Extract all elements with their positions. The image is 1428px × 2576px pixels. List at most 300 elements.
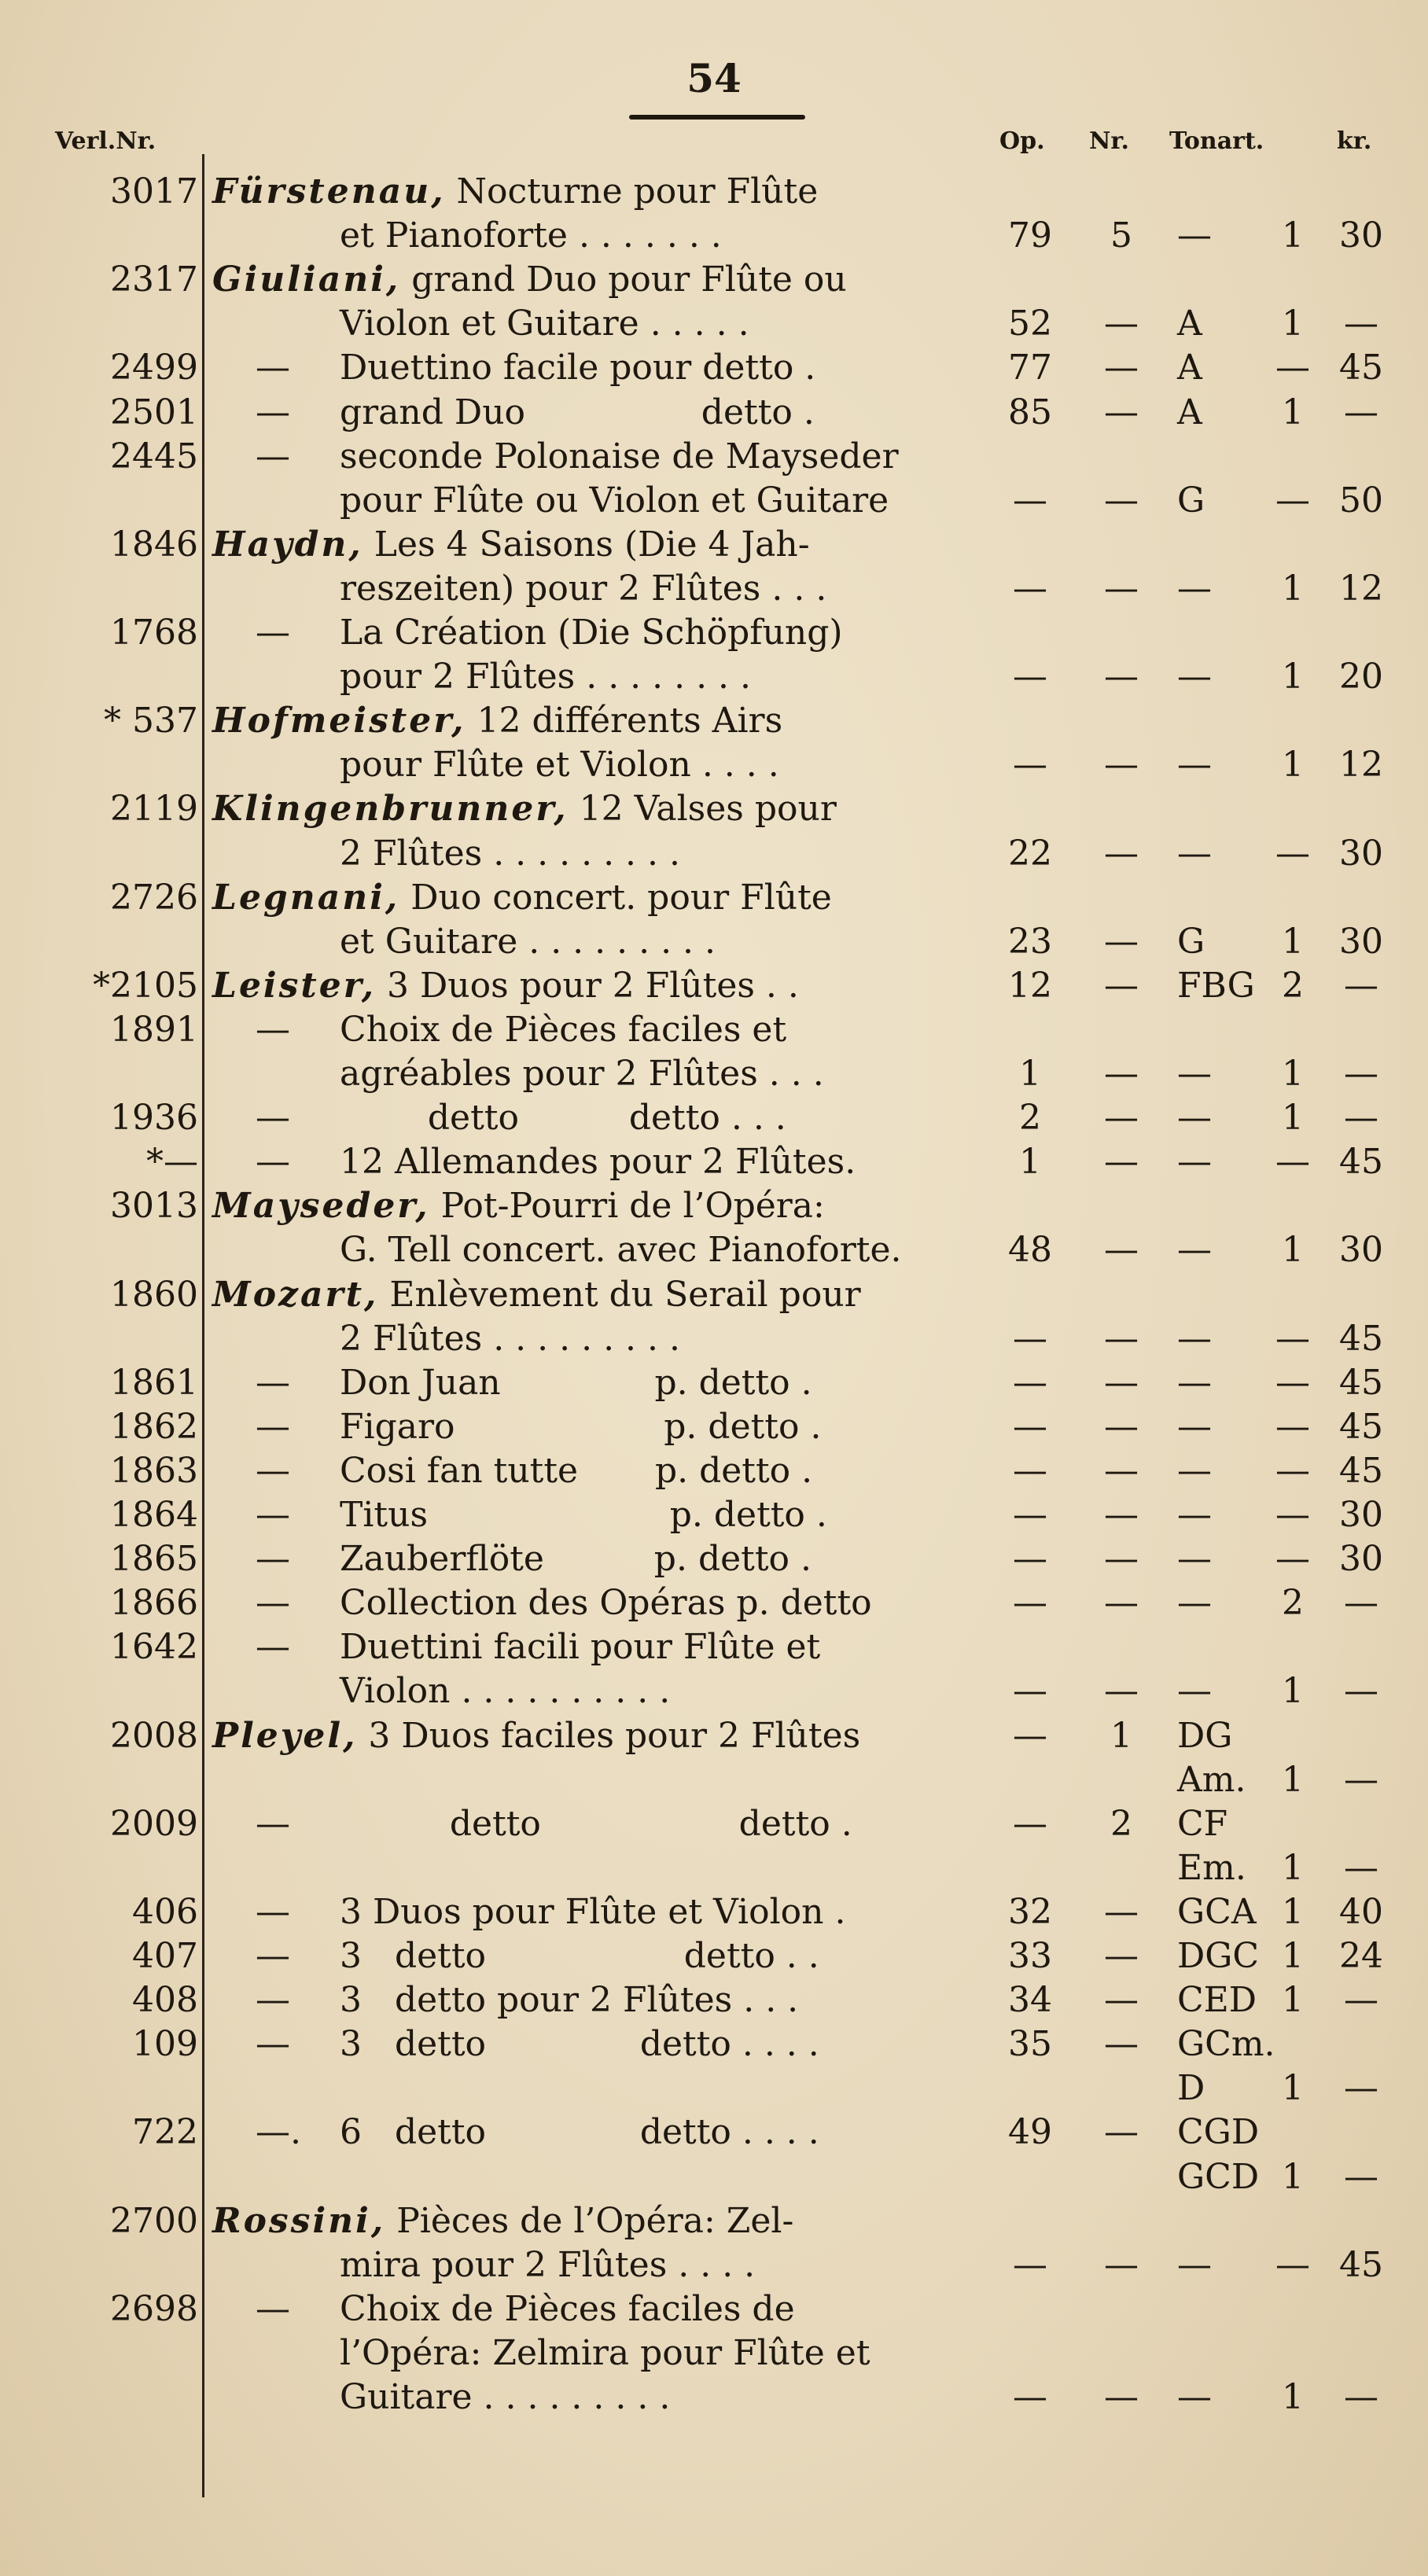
verlag-number: *— [146, 1142, 198, 1183]
verlag-number: 1860 [110, 1274, 198, 1315]
title-text: Pièces de l’Opéra: Zel- [396, 2200, 794, 2241]
entry-text [340, 1407, 821, 1447]
entry-text [340, 1230, 902, 1270]
price-kreuzer: 45 [1339, 2244, 1383, 2285]
title-text: Pot-Pourri de l’Opéra: [440, 1186, 825, 1227]
composer-name: Leister, [212, 965, 377, 1006]
title-text: detto detto . . . [340, 1098, 786, 1139]
tonart-value: — [1177, 745, 1212, 786]
verlag-number: * 537 [104, 701, 198, 742]
catalog-line [0, 1010, 1428, 1054]
catalog-line [0, 569, 1428, 613]
catalog-line [0, 2245, 1428, 2290]
tonart-value: — [1177, 2377, 1212, 2417]
title-text: 6 detto detto . . . . [340, 2112, 819, 2153]
title-text: 3 Duos faciles pour 2 Flûtes [368, 1715, 861, 1756]
title-text: Duettino facile pour detto . [340, 348, 816, 388]
tonart-value: — [1177, 833, 1212, 874]
catalog-line [0, 259, 1428, 304]
price-kreuzer: — [1344, 1847, 1378, 1888]
price-florin: 1 [1282, 1230, 1304, 1271]
entry-text [340, 1098, 786, 1138]
price-florin: 1 [1282, 745, 1304, 786]
entry-text [340, 1980, 798, 2020]
tonart-value: DGC [1177, 1936, 1260, 1976]
price-florin: 1 [1282, 1980, 1304, 2021]
nr-value: — [1104, 2024, 1139, 2065]
ditto-dash: — [256, 436, 290, 477]
price-kreuzer: — [1344, 2156, 1378, 2197]
title-text: grand Duo pour Flûte ou [411, 259, 847, 300]
entry-text [340, 2245, 755, 2285]
tonart-value: — [1177, 1098, 1212, 1139]
price-kreuzer: — [1344, 965, 1378, 1006]
opus-number: 2 [1019, 1098, 1041, 1139]
title-text: Enlèvement du Serail pour [389, 1274, 861, 1315]
title-text: pour 2 Flûtes . . . . . . . . [340, 657, 752, 697]
catalog-line [0, 1539, 1428, 1584]
tonart-value: — [1177, 1142, 1212, 1183]
title-text: G. Tell concert. avec Pianoforte. [340, 1230, 902, 1271]
entry-text [340, 348, 815, 388]
price-florin: — [1275, 1539, 1310, 1580]
catalog-line [0, 1671, 1428, 1716]
opus-number: — [1013, 1318, 1047, 1359]
title-text: 3 Duos pour Flûte et Violon . [340, 1891, 846, 1932]
nr-value: — [1104, 348, 1139, 388]
catalog-line [0, 922, 1428, 966]
title-text: Figaro p. detto . [340, 1406, 822, 1447]
title-text: agréables pour 2 Flûtes . . . [340, 1054, 824, 1094]
price-kreuzer: — [1344, 2068, 1378, 2109]
ditto-dash: — [256, 613, 290, 653]
price-florin: 1 [1282, 2377, 1304, 2417]
opus-number: 23 [1008, 921, 1052, 962]
tonart-value: FBG [1177, 965, 1255, 1006]
ditto-dash: — [256, 1406, 290, 1447]
title-text: Nocturne pour Flûte [456, 171, 819, 212]
entry-text [340, 2289, 795, 2329]
catalog-line [0, 1892, 1428, 1937]
catalog-line [0, 1716, 1428, 1761]
catalog-line [0, 1098, 1428, 1143]
opus-number: — [1013, 1450, 1047, 1491]
catalog-line [0, 613, 1428, 657]
title-text: Duo concert. pour Flûte [410, 877, 832, 918]
opus-number: 48 [1008, 1230, 1052, 1271]
catalog-line [0, 1054, 1428, 1098]
tonart-value: — [1177, 1318, 1212, 1359]
verlag-number: 1861 [110, 1362, 198, 1403]
ditto-dash: — [256, 1583, 290, 1624]
catalog-line [0, 1407, 1428, 1452]
verlag-number: 3013 [110, 1186, 198, 1227]
tonart-value: GCm. [1177, 2024, 1275, 2065]
entry-text [340, 2024, 819, 2064]
ditto-dash: — [256, 1803, 290, 1844]
ditto-dash: — [256, 1539, 290, 1580]
price-florin: — [1275, 1318, 1310, 1359]
entry-text [340, 1539, 812, 1579]
tonart-value: G [1177, 921, 1205, 962]
composer-name: Mozart, [212, 1274, 379, 1315]
price-kreuzer: — [1344, 1671, 1378, 1712]
composer-name: Mayseder, [212, 1186, 430, 1227]
price-kreuzer: — [1344, 1054, 1378, 1094]
catalog-line [0, 436, 1428, 481]
price-florin: 1 [1282, 304, 1304, 344]
nr-value: — [1104, 1318, 1139, 1359]
price-florin: 1 [1282, 1891, 1304, 1932]
ditto-dash: — [256, 2288, 290, 2329]
title-text: grand Duo detto . [340, 392, 815, 432]
catalog-line [0, 2068, 1428, 2113]
opus-number: — [1013, 657, 1047, 697]
tonart-value: Em. [1177, 1847, 1246, 1888]
verlag-number: 2698 [110, 2288, 198, 2329]
verlag-number: 2119 [110, 789, 198, 830]
nr-value: — [1104, 304, 1139, 344]
catalog-line [0, 1275, 1428, 1319]
opus-number: — [1013, 480, 1047, 521]
price-kreuzer: 45 [1339, 1450, 1383, 1491]
verlag-number: 2445 [110, 436, 198, 477]
price-florin: 1 [1282, 1671, 1304, 1712]
entry-text [340, 1495, 827, 1535]
entry-text [212, 2201, 793, 2241]
ditto-dash: — [256, 348, 290, 388]
tonart-value: — [1177, 1230, 1212, 1271]
verlag-number: 1891 [110, 1009, 198, 1050]
tonart-value: — [1177, 1671, 1212, 1712]
tonart-value: — [1177, 1583, 1212, 1624]
verlag-number: 1863 [110, 1450, 198, 1491]
price-kreuzer: — [1344, 1583, 1378, 1624]
nr-value: — [1104, 1980, 1139, 2021]
opus-number: 32 [1008, 1891, 1052, 1932]
entry-text [340, 1451, 812, 1491]
price-kreuzer: 30 [1339, 1230, 1383, 1271]
ditto-dash: — [256, 1891, 290, 1932]
price-florin: — [1275, 1450, 1310, 1491]
title-text: 3 detto pour 2 Flûtes . . . [340, 1980, 799, 2021]
opus-number: 33 [1008, 1936, 1052, 1976]
composer-name: Rossini, [212, 2200, 386, 2241]
entry-text [212, 1716, 860, 1756]
price-florin: 1 [1282, 2068, 1304, 2109]
entry-text [340, 1319, 680, 1359]
opus-number: — [1013, 1671, 1047, 1712]
price-florin: 1 [1282, 1759, 1304, 1800]
entry-text [340, 1671, 670, 1711]
opus-number: 12 [1008, 965, 1052, 1006]
title-text: reszeiten) pour 2 Flûtes . . . [340, 568, 827, 609]
catalog-line [0, 1848, 1428, 1893]
composer-name: Klingenbrunner, [212, 789, 569, 830]
entry-text [340, 834, 680, 874]
catalog-line [0, 2377, 1428, 2422]
tonart-value: CED [1177, 1980, 1257, 2021]
tonart-value: — [1177, 1539, 1212, 1580]
entry-text [340, 1892, 845, 1932]
catalog-line [0, 2024, 1428, 2069]
opus-number: — [1013, 2377, 1047, 2417]
title-text: 2 Flûtes . . . . . . . . . [340, 833, 680, 874]
title-text: detto detto . [340, 1803, 852, 1844]
verlag-number: 722 [132, 2112, 198, 2153]
verlag-number: 109 [132, 2024, 198, 2065]
opus-number: 35 [1008, 2024, 1052, 2065]
catalog-line [0, 1495, 1428, 1540]
title-text: 3 detto detto . . [340, 1936, 819, 1976]
ditto-dash: — [256, 1980, 290, 2021]
nr-value: 1 [1110, 1715, 1132, 1756]
title-text: Cosi fan tutte p. detto . [340, 1450, 813, 1491]
catalog-line [0, 834, 1428, 878]
price-kreuzer: — [1344, 392, 1378, 432]
nr-value: — [1104, 1098, 1139, 1139]
catalog-line [0, 1980, 1428, 2025]
entry-text [340, 2333, 870, 2373]
entry-text [212, 878, 832, 918]
opus-number: — [1013, 1583, 1047, 1624]
opus-number: 85 [1008, 392, 1052, 432]
catalog-line [0, 304, 1428, 348]
nr-value: — [1104, 965, 1139, 1006]
nr-value: — [1104, 1495, 1139, 1535]
nr-value: — [1104, 1671, 1139, 1712]
opus-number: — [1013, 1406, 1047, 1447]
entry-text [340, 2377, 670, 2417]
title-text: La Création (Die Schöpfung) [340, 613, 843, 653]
entry-text [340, 613, 843, 653]
header-op: Op. [999, 127, 1045, 155]
price-kreuzer: 45 [1339, 1362, 1383, 1403]
opus-number: 49 [1008, 2112, 1052, 2153]
nr-value: — [1104, 2377, 1139, 2417]
price-kreuzer: 45 [1339, 1318, 1383, 1359]
header-tonart: Tonart. [1169, 127, 1264, 155]
verlag-number: 2726 [110, 877, 198, 918]
nr-value: — [1104, 1539, 1139, 1580]
price-kreuzer: 45 [1339, 348, 1383, 388]
header-nr: Nr. [1089, 127, 1129, 155]
title-text: pour Flûte ou Violon et Guitare [340, 480, 889, 521]
nr-value: — [1104, 833, 1139, 874]
tonart-value: A [1177, 392, 1202, 432]
catalog-line [0, 1804, 1428, 1849]
nr-value: — [1104, 392, 1139, 432]
entry-text [340, 1804, 852, 1844]
catalog-line [0, 1319, 1428, 1363]
title-text: Choix de Pièces faciles de [340, 2288, 795, 2329]
opus-number: — [1013, 745, 1047, 786]
verlag-number: 1642 [110, 1627, 198, 1668]
verlag-number: 1846 [110, 524, 198, 565]
page-number: 54 [686, 55, 742, 101]
title-text: Guitare . . . . . . . . . [340, 2377, 671, 2417]
tonart-value: G [1177, 480, 1205, 521]
ditto-dash: — [256, 1098, 290, 1139]
catalog-line [0, 215, 1428, 260]
entry-text [340, 436, 899, 477]
nr-value: — [1104, 2112, 1139, 2153]
price-florin: — [1275, 480, 1310, 521]
verlag-number: 2499 [110, 348, 198, 388]
nr-value: — [1104, 1406, 1139, 1447]
price-florin: 1 [1282, 568, 1304, 609]
title-text: 3 Duos pour 2 Flûtes . . [387, 965, 799, 1006]
title-text: Titus p. detto . [340, 1495, 827, 1535]
catalog-line [0, 524, 1428, 569]
catalog-line [0, 2201, 1428, 2246]
ditto-dash: — [256, 392, 290, 432]
price-kreuzer: 40 [1339, 1891, 1383, 1932]
title-text: Don Juan p. detto . [340, 1362, 812, 1403]
tonart-value: — [1177, 568, 1212, 609]
title-text: seconde Polonaise de Mayseder [340, 436, 899, 477]
title-text: 2 Flûtes . . . . . . . . . [340, 1318, 680, 1359]
price-kreuzer: 30 [1339, 1539, 1383, 1580]
title-text: 12 Valses pour [579, 789, 837, 830]
nr-value: — [1104, 2244, 1139, 2285]
verlag-number: 3017 [110, 171, 198, 212]
price-kreuzer: — [1344, 304, 1378, 344]
ditto-dash: — [256, 2024, 290, 2065]
catalog-line [0, 1451, 1428, 1496]
tonart-value: — [1177, 1362, 1212, 1403]
composer-name: Giuliani, [212, 259, 401, 300]
nr-value: 5 [1110, 215, 1132, 256]
price-kreuzer: 12 [1339, 568, 1383, 609]
tonart-value: GCA [1177, 1891, 1257, 1932]
entry-text [212, 701, 782, 741]
catalog-line [0, 745, 1428, 789]
price-florin: 1 [1282, 1847, 1304, 1888]
entry-text [212, 1275, 861, 1315]
price-kreuzer: 30 [1339, 215, 1383, 256]
title-text: mira pour 2 Flûtes . . . . [340, 2244, 756, 2285]
price-florin: — [1275, 1406, 1310, 1447]
price-florin: 1 [1282, 921, 1304, 962]
catalog-line [0, 348, 1428, 392]
title-text: Violon . . . . . . . . . . [340, 1671, 671, 1712]
header-verl: Verl.Nr. [55, 127, 156, 155]
verlag-number: 406 [132, 1891, 198, 1932]
title-text: l’Opéra: Zelmira pour Flûte et [340, 2332, 870, 2373]
opus-number: 77 [1008, 348, 1052, 388]
entry-text [212, 966, 799, 1006]
tonart-value: Am. [1177, 1759, 1246, 1800]
nr-value: — [1104, 1891, 1139, 1932]
catalog-line [0, 2157, 1428, 2202]
verlag-number: 1862 [110, 1406, 198, 1447]
price-kreuzer: 24 [1339, 1936, 1383, 1976]
opus-number: 52 [1008, 304, 1052, 344]
title-text: et Pianoforte . . . . . . . [340, 215, 722, 256]
entry-text [340, 657, 751, 697]
opus-number: 22 [1008, 833, 1052, 874]
tonart-value: — [1177, 1054, 1212, 1094]
verlag-number: 407 [132, 1936, 198, 1976]
tonart-value: CGD [1177, 2112, 1260, 2153]
ditto-dash: — [256, 1142, 290, 1183]
catalog-line [0, 2289, 1428, 2334]
verlag-number: 1768 [110, 613, 198, 653]
ditto-dash: — [256, 1936, 290, 1976]
opus-number: — [1013, 1803, 1047, 1844]
verlag-number: 2317 [110, 259, 198, 300]
opus-number: 34 [1008, 1980, 1052, 2021]
price-kreuzer: 45 [1339, 1142, 1383, 1183]
entry-text [340, 1054, 824, 1094]
opus-number: — [1013, 568, 1047, 609]
header-kr: kr. [1337, 127, 1372, 155]
tonart-value: — [1177, 1450, 1212, 1491]
catalog-line [0, 171, 1428, 216]
nr-value: — [1104, 921, 1139, 962]
title-text: Collection des Opéras p. detto [340, 1583, 872, 1624]
price-kreuzer: — [1344, 1980, 1378, 2021]
tonart-value: DG [1177, 1715, 1233, 1756]
entry-text [340, 1363, 812, 1403]
catalog-line [0, 1936, 1428, 1981]
verlag-number: 2008 [110, 1715, 198, 1756]
title-text: Duettini facili pour Flûte et [340, 1627, 821, 1668]
ditto-dash: — [256, 1450, 290, 1491]
nr-value: — [1104, 480, 1139, 521]
catalog-line [0, 1583, 1428, 1628]
tonart-value: GCD [1177, 2156, 1260, 2197]
price-florin: 1 [1282, 657, 1304, 697]
opus-number: 79 [1008, 215, 1052, 256]
price-florin: — [1275, 1362, 1310, 1403]
nr-value: — [1104, 568, 1139, 609]
opus-number: — [1013, 1715, 1047, 1756]
nr-value: — [1104, 1142, 1139, 1183]
nr-value: — [1104, 1583, 1139, 1624]
catalog-line [0, 1363, 1428, 1408]
opus-number: — [1013, 1495, 1047, 1535]
tonart-value: A [1177, 304, 1202, 344]
price-florin: — [1275, 2244, 1310, 2285]
price-kreuzer: — [1344, 2377, 1378, 2417]
ditto-dash: — [256, 1627, 290, 1668]
price-florin: 2 [1282, 1583, 1304, 1624]
price-kreuzer: — [1344, 1098, 1378, 1139]
title-text: Choix de Pièces faciles et [340, 1009, 787, 1050]
verlag-number: 1864 [110, 1495, 198, 1535]
catalog-line [0, 1142, 1428, 1187]
price-florin: — [1275, 833, 1310, 874]
opus-number: — [1013, 1362, 1047, 1403]
tonart-value: — [1177, 1495, 1212, 1535]
price-florin: 1 [1282, 2156, 1304, 2197]
catalog-line [0, 2333, 1428, 2378]
verlag-number: 1866 [110, 1583, 198, 1624]
entry-text [340, 304, 749, 344]
catalog-line [0, 878, 1428, 922]
title-text: 12 Allemandes pour 2 Flûtes. [340, 1142, 856, 1183]
price-florin: 1 [1282, 1054, 1304, 1094]
nr-value: — [1104, 745, 1139, 786]
entry-text [340, 1010, 786, 1050]
price-florin: 1 [1282, 392, 1304, 432]
price-kreuzer: 30 [1339, 1495, 1383, 1535]
tonart-value: — [1177, 657, 1212, 697]
verlag-number: 2501 [110, 392, 198, 432]
price-florin: — [1275, 1142, 1310, 1183]
